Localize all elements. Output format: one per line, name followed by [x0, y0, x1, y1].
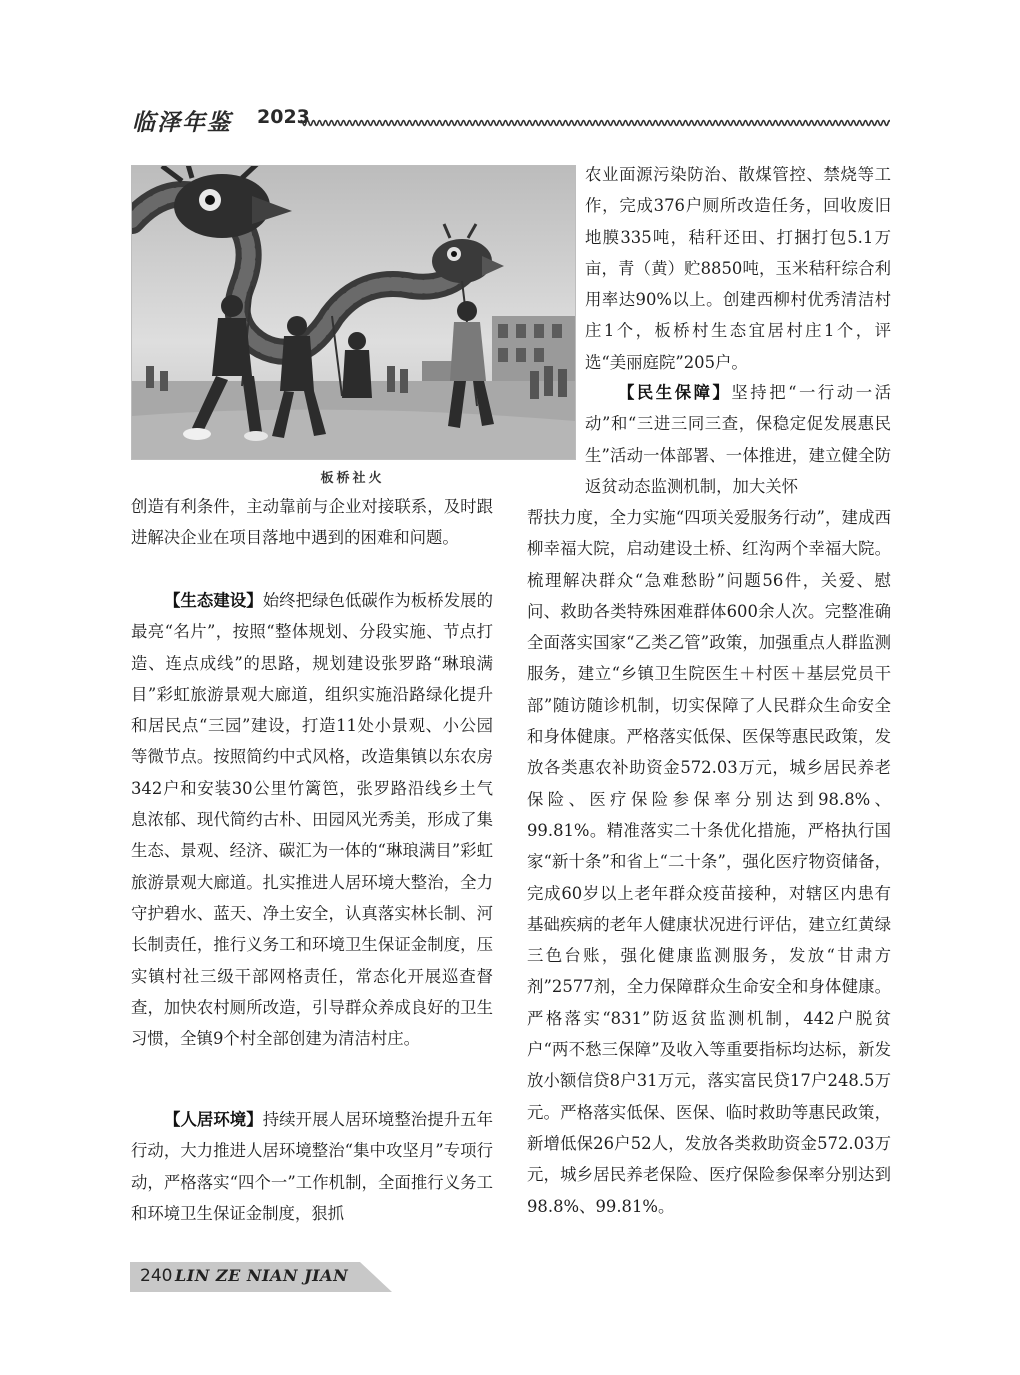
book-title: 临泽年鉴	[132, 109, 232, 136]
right-paragraph-livelihood-start	[585, 377, 891, 502]
footer-title: LIN ZE NIAN JIAN	[175, 1266, 349, 1285]
dragon-dance-photo	[131, 165, 576, 460]
header-wave-rule	[300, 116, 890, 130]
livelihood-body-narrow: 坚持把“一行动一活动”和“三进三同三查，保稳定促发展惠民生”活动一体部署、一体推进，建立健全防返贫动态监测机制，加大关怀	[585, 383, 891, 496]
page-footer	[130, 1262, 392, 1292]
right-paragraph-continuation: 农业面源污染防治、散煤管控、禁烧等工作，完成376户厕所改造任务，回收废旧地膜335吨，秸秆还田、打捆打包5.1万亩，青（黄）贮8850吨，玉米秸秆综合利用率达90%以上。创建西柳村优秀清洁村庄1个，板桥村生态宜居村庄1个，评选“美丽庭院”205户。	[585, 165, 891, 372]
book-year: 2023	[257, 106, 310, 128]
section-heading-livelihood: 【民生保障】	[618, 383, 732, 402]
right-paragraph-livelihood-cont: 帮扶力度，全力实施“四项关爱服务行动”，建成西柳幸福大院，启动建设土桥、红沟两个幸福大院。梳理解决群众“急难愁盼”问题56件，关爱、慰问、救助各类特殊困难群体600余人次。完整准确全面落实国家“乙类乙管”政策，加强重点人群监测服务，建立“乡镇卫生院医生＋村医＋基层党员干部”随访随诊机制，切实保障了人民群众生命安全和身体健康。严格落实低保、医保等惠民政策，发放各类惠农补助资金572.03万元，城乡居民养老保险、医疗保险参保率分别达到98.8%、99.81%。精准落实二十条优化措施，严格执行国家“新十条”和省上“二十条”，强化医疗物资储备，完成60岁以上老年群众疫苗接种，对辖区内患有基础疾病的老年人健康状况进行评估，建立红黄绿三色台账，强化健康监测服务，发放“甘肃方剂”2577剂，全力保障群众生命安全和身体健康。严格落实“831”防返贫监测机制，442户脱贫户“两不愁三保障”及收入等重要指标均达标，新发放小额信贷8户31万元，落实富民贷17户248.5万元。严格落实低保、医保、临时救助等惠民政策，新增低保26户52人，发放各类救助资金572.03万元，城乡居民养老保险、医疗保险参保率分别达到98.8%、99.81%。	[527, 508, 891, 1216]
ecology-body: 始终把绿色低碳作为板桥发展的最亮“名片”，按照“整体规划、分段实施、节点打造、连点成线”的思路，规划建设张罗路“琳琅满目”彩虹旅游景观大廊道，组织实施沿路绿化提升和居民点“三园”建设，打造11处小景观、小公园等微节点。按照简约中式风格，改造集镇以东农房342户和安装30公里竹篱笆，张罗路沿线乡土气息浓郁、现代简约古朴、田园风光秀美，形成了集生态、景观、经济、碳汇为一体的“琳琅满目”彩虹旅游景观大廊道。扎实推进人居环境大整治，全力守护碧水、蓝天、净土安全，认真落实林长制、河长制责任，推行义务工和环境卫生保证金制度，压实镇村社三级干部网格责任，常态化开展巡查督查，加快农村厕所改造，引导群众养成良好的卫生习惯，全镇9个村全部创建为清洁村庄。	[131, 591, 493, 1049]
running-header	[130, 100, 890, 134]
section-heading-living-environment: 【人居环境】	[164, 1110, 263, 1129]
photo-caption: 板桥社火	[320, 471, 385, 486]
section-heading-ecology: 【生态建设】	[164, 591, 263, 610]
page-number: 240	[140, 1266, 173, 1286]
left-paragraph-living-environment	[131, 1104, 493, 1229]
left-paragraph-ecology	[131, 585, 493, 1054]
left-paragraph-continuation: 创造有利条件，主动靠前与企业对接联系，及时跟进解决企业在项目落地中遇到的困难和问题。	[131, 497, 493, 548]
living-environment-body: 持续开展人居环境整治提升五年行动，大力推进人居环境整治“集中攻坚月”专项行动，严格落实“四个一”工作机制，全面推行义务工和环境卫生保证金制度，狠抓	[131, 1110, 493, 1223]
